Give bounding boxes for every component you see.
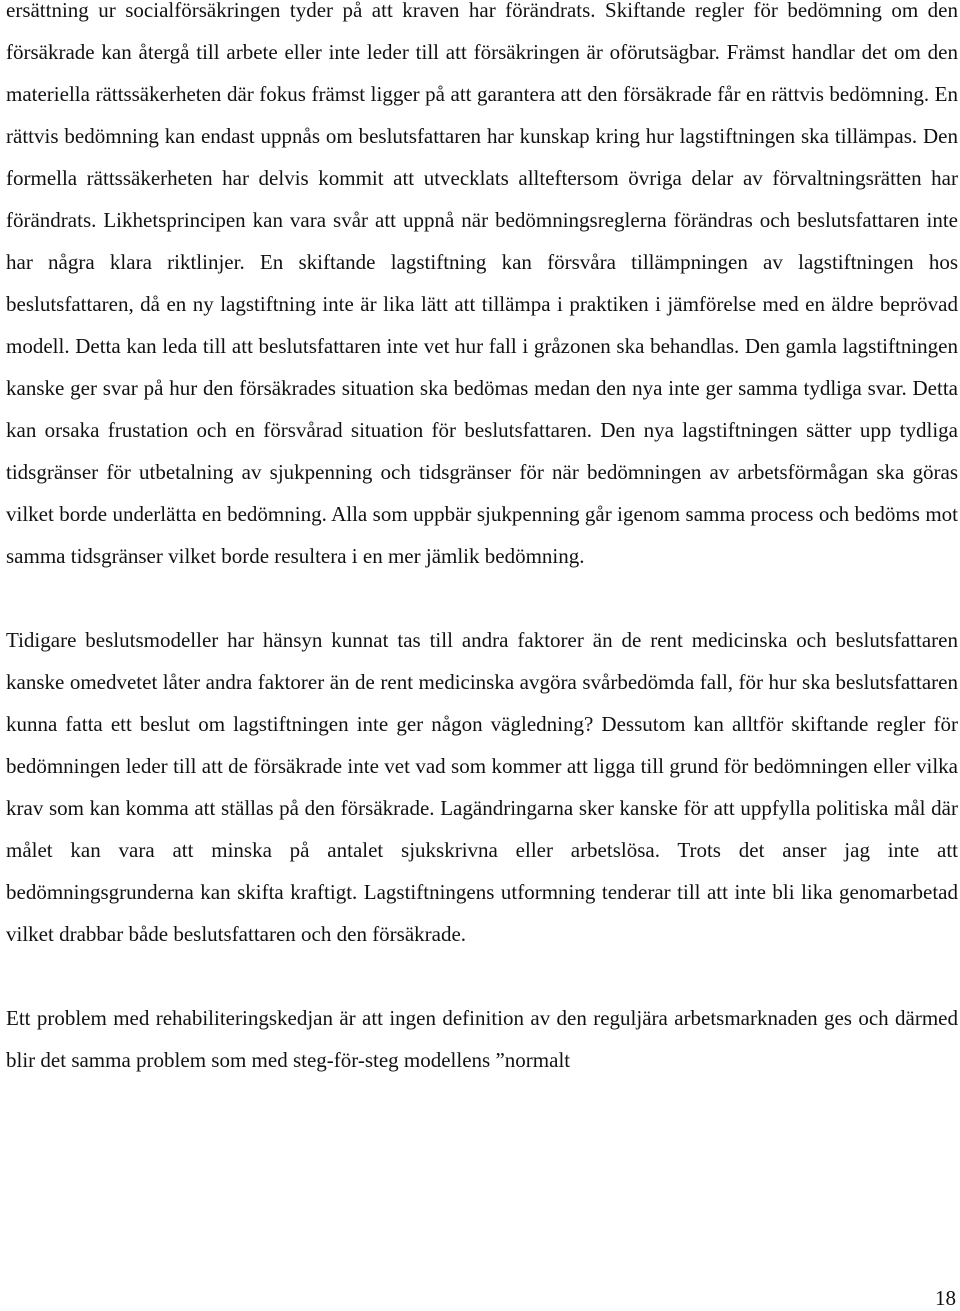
document-page xyxy=(6,0,958,1081)
paragraph-2: Tidigare beslutsmodeller har hänsyn kunnat tas till andra faktorer än de rent medicinska och beslutsfattaren kanske omedvetet låter andra faktorer än de rent medicinska avgöra svårbedömda fall, för hur ska beslutsfattaren kunna fatta ett beslut om lagstiftningen inte ger någon vägledning? Dessutom kan alltför skiftande regler för bedömningen leder till att de försäkrade inte vet vad som kommer att ligga till grund för bedömningen eller vilka krav som kan komma att ställas på den försäkrade. Lagändringarna sker kanske för att uppfylla politiska mål där målet kan vara att minska på antalet sjukskrivna eller arbetslösa. Trots det anser jag inte att bedömningsgrunderna kan skifta kraftigt. Lagstiftningens utformning tenderar till att inte bli lika genomarbetad vilket drabbar både beslutsfattaren och den försäkrade. xyxy=(6,628,958,946)
paragraph-1: ersättning ur socialförsäkringen tyder på att kraven har förändrats. Skiftande regler för bedömning om den försäkrade kan återgå till arbete eller inte leder till att försäkringen är oförutsägbar. Främst handlar det om den materiella rättssäkerheten där fokus främst ligger på att garantera att den försäkrade får en rättvis bedömning. En rättvis bedömning kan endast uppnås om beslutsfattaren har kunskap kring hur lagstiftningen ska tillämpas. Den formella rättssäkerheten har delvis kommit att utvecklats allteftersom övriga delar av förvaltningsrätten har förändrats. Likhetsprincipen kan vara svår att uppnå när bedömningsreglerna förändras och beslutsfattaren inte har några klara riktlinjer. En skiftande lagstiftning kan försvåra tillämpningen av lagstiftningen hos beslutsfattaren, då en ny lagstiftning inte är lika lätt att tillämpa i praktiken i jämförelse med en äldre beprövad modell. Detta kan leda till att beslutsfattaren inte vet hur fall i gråzonen ska behandlas. Den gamla lagstiftningen kanske ger svar på hur den försäkrades situation ska bedömas medan den nya inte ger samma tydliga svar. Detta kan orsaka frustation och en försvårad situation för beslutsfattaren. Den nya lagstiftningen sätter upp tydliga tidsgränser för utbetalning av sjukpenning och tidsgränser för när bedömningen av arbetsförmågan ska göras vilket borde underlätta en bedömning. Alla som uppbär sjukpenning går igenom samma process och bedöms mot samma tidsgränser vilket borde resultera i en mer jämlik bedömning. xyxy=(6,0,958,568)
page-number: 18 xyxy=(935,1286,956,1310)
paragraph-3: Ett problem med rehabiliteringskedjan är att ingen definition av den reguljära arbetsmarknaden ges och därmed blir det samma problem som med steg-för-steg modellens ”normalt xyxy=(6,1006,958,1072)
